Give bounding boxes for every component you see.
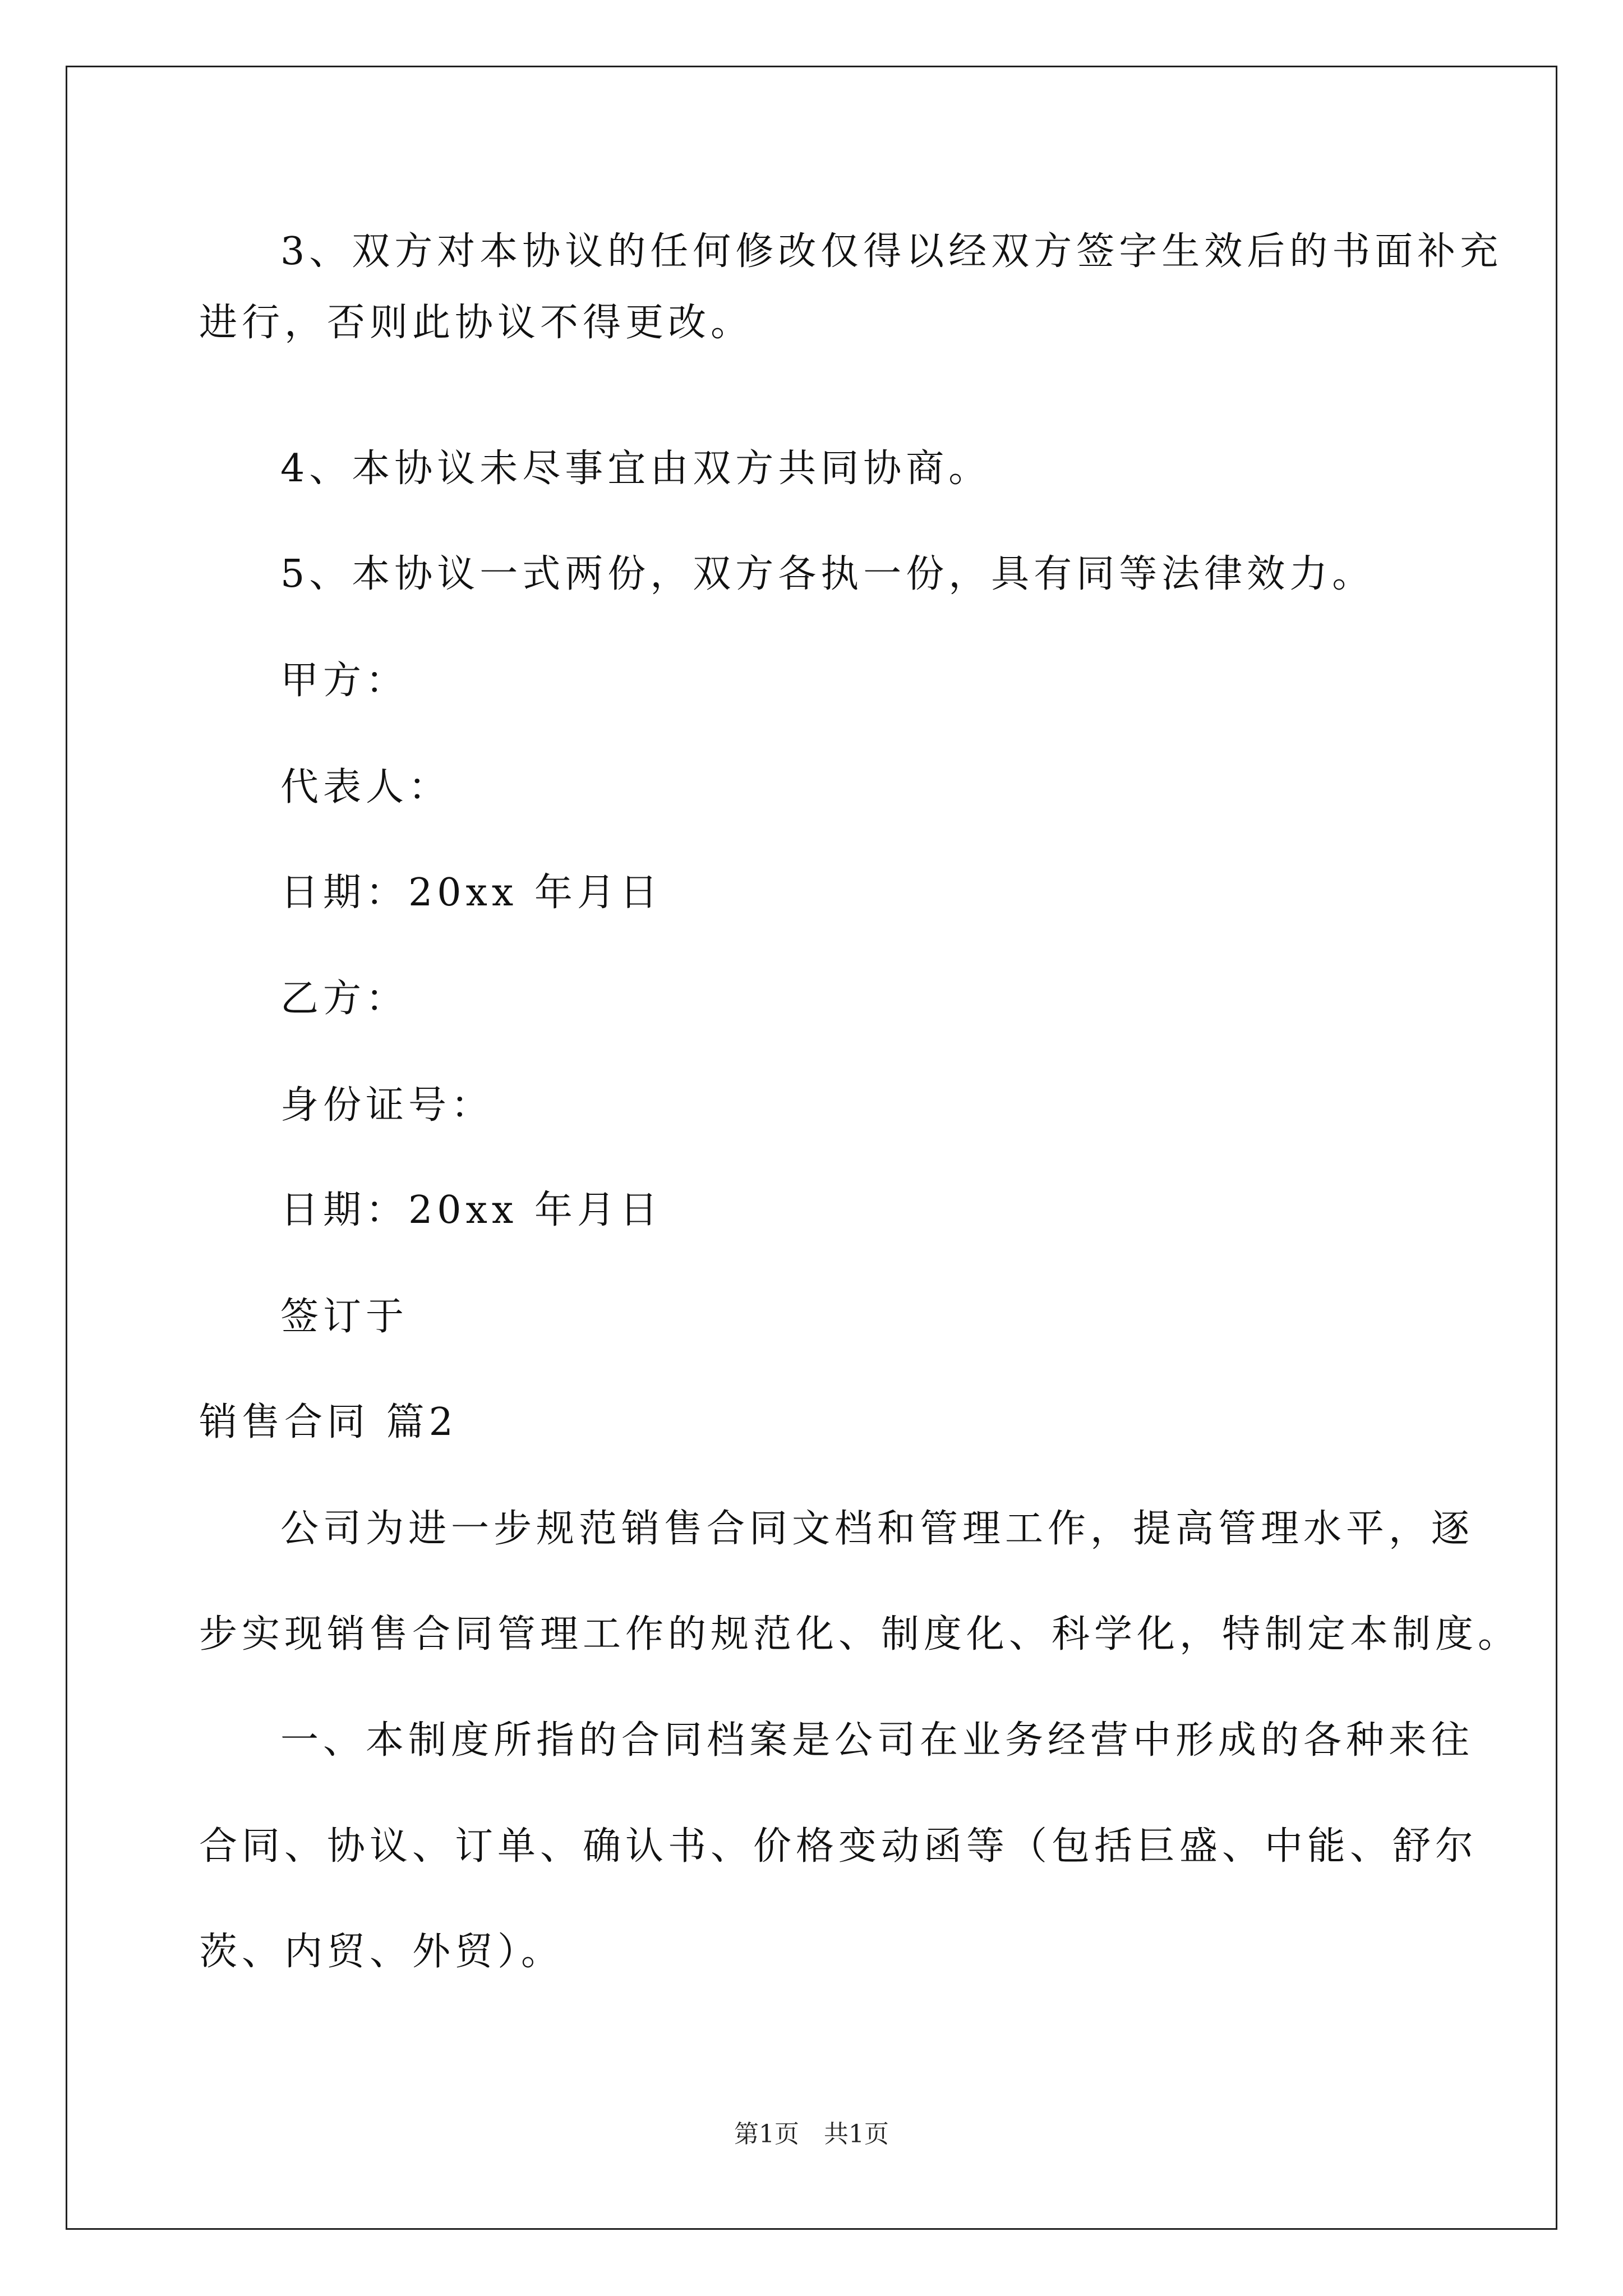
section-paragraph-2-line-2: 合同、协议、订单、确认书、价格变动函等（包括巨盛、中能、舒尔 — [199, 1824, 1478, 1869]
section-heading: 销售合同 篇2 — [199, 1400, 458, 1444]
section-paragraph-2-line-1: 一、本制度所指的合同档案是公司在业务经营中形成的各种来往 — [280, 1718, 1474, 1763]
section-paragraph-1-line-2: 步实现销售合同管理工作的规范化、制度化、科学化，特制定本制度。 — [199, 1612, 1521, 1657]
representative-label: 代表人： — [280, 765, 451, 809]
paragraph-2: 4、本协议未尽事宜由双方共同协商。 — [280, 447, 992, 491]
section-paragraph-1-line-1: 公司为进一步规范销售合同文档和管理工作，提高管理水平，逐 — [280, 1507, 1474, 1551]
page-number: 第1页 — [734, 2120, 799, 2148]
paragraph-1-line-1: 3、双方对本协议的任何修改仅得以经双方签字生效后的书面补充 — [280, 229, 1503, 274]
section-paragraph-2-line-3: 茨、内贸、外贸）。 — [199, 1930, 564, 1974]
page-total: 共1页 — [824, 2120, 889, 2148]
id-number-label: 身份证号： — [280, 1083, 494, 1128]
page-border — [66, 66, 1557, 2230]
signed-at-label: 签订于 — [280, 1295, 409, 1339]
page-footer — [0, 2120, 1623, 2148]
paragraph-3: 5、本协议一式两份，双方各执一份，具有同等法律效力。 — [280, 552, 1375, 596]
paragraph-1-line-2: 进行，否则此协议不得更改。 — [199, 301, 754, 345]
date-label-b: 日期：20xx 年月日 — [280, 1188, 662, 1232]
party-a-label: 甲方： — [280, 659, 409, 703]
date-label-a: 日期：20xx 年月日 — [280, 871, 662, 915]
party-b-label: 乙方： — [280, 977, 409, 1021]
